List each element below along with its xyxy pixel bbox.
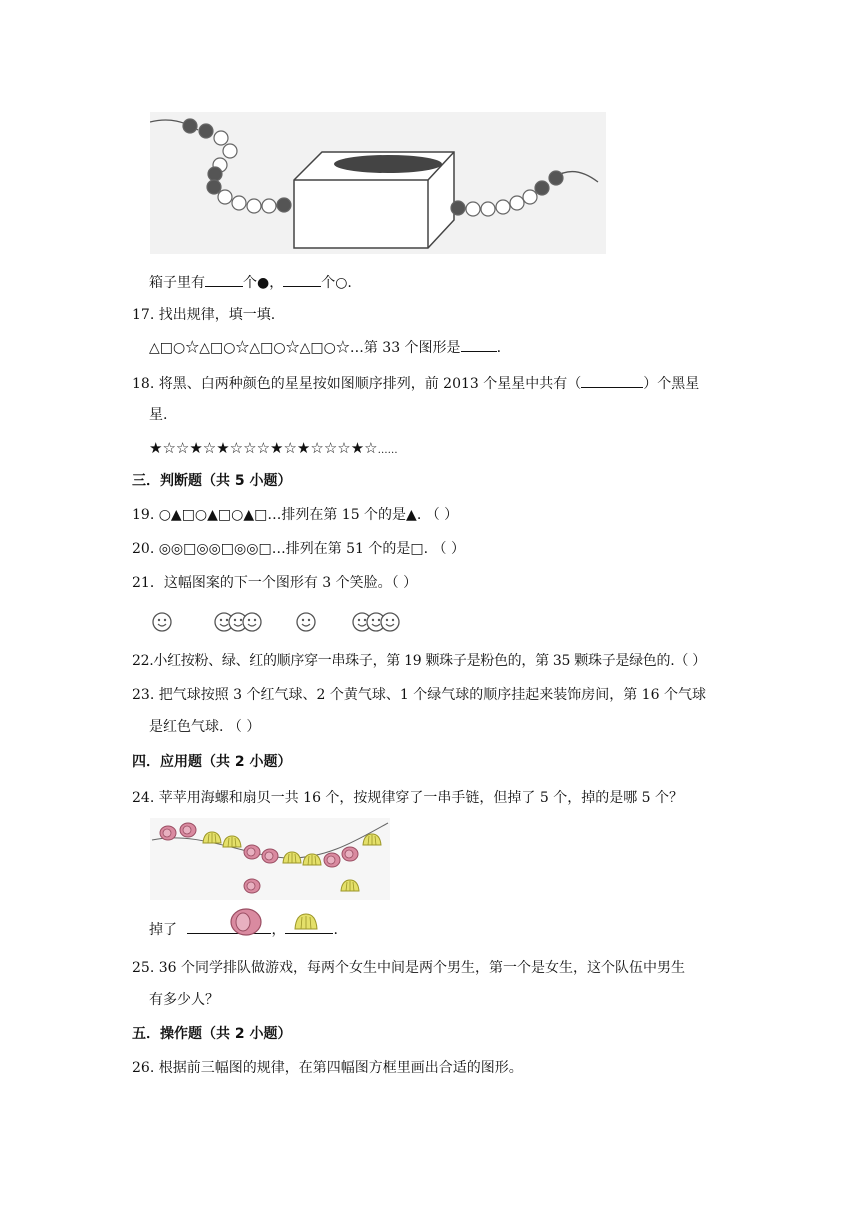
q16-text-a: 箱子里有 [149, 275, 205, 291]
scallop-icon [283, 852, 301, 863]
conch-icon [342, 847, 358, 861]
q25-line1: 25. 36 个同学排队做游戏，每两个女生中间是两个男生，第一个是女生，这个队伍中男生 [132, 960, 685, 976]
q21-text: 21．这幅图案的下一个图形有 3 个笑脸。（ ） [132, 575, 418, 591]
q22-text: 22.小红按粉、绿、红的顺序穿一串珠子，第 19 颗珠子是粉色的，第 35 颗珠子是绿色的.（ ） [132, 653, 706, 669]
q16-blank-black[interactable] [205, 272, 243, 287]
scallop-icon [203, 832, 221, 843]
bead-box-figure [150, 112, 606, 254]
q24-answer-line [149, 919, 338, 940]
q20-text: 20. ◎◎□◎◎□◎◎□…排列在第 51 个的是□. （ ） [132, 541, 465, 557]
q25-line2: 有多少人？ [149, 992, 219, 1008]
q23-line1: 23. 把气球按照 3 个红气球、2 个黄气球、1 个绿气球的顺序挂起来装饰房间，第 16 个气球 [132, 687, 706, 703]
q18-stem-a: 18. 将黑、白两种颜色的星星按如图顺序排列，前 2013 个星星中共有（ [132, 376, 582, 392]
q23-line2: 是红色气球. （ ） [149, 719, 261, 735]
conch-icon [180, 823, 196, 837]
section5-title: 五．操作题（共 2 小题） [132, 1026, 292, 1042]
smiley-icon [353, 613, 399, 631]
conch-icon [324, 853, 340, 867]
smiley-pattern-figure [150, 606, 400, 638]
q16-blank-white[interactable] [283, 272, 321, 287]
q16-answer-line [149, 272, 352, 293]
conch-icon [229, 907, 263, 937]
q16-text-c: 个○. [321, 275, 352, 291]
q24-blank-1[interactable] [187, 919, 271, 934]
q17-stem: 17. 找出规律，填一填. [132, 307, 276, 323]
smiley-icon [215, 613, 261, 631]
q24-answer-c: . [333, 922, 338, 938]
smiley-icon [297, 613, 315, 631]
q17-tail: . [496, 340, 502, 356]
q18-line1 [132, 373, 699, 394]
q26-text: 26. 根据前三幅图的规律，在第四幅图方框里画出合适的图形。 [132, 1060, 523, 1076]
q17-blank[interactable] [461, 337, 497, 352]
q19-text: 19. ○▲□○▲□○▲□…排列在第 15 个的是▲. （ ） [132, 507, 459, 523]
shell-bracelet-figure [150, 818, 390, 900]
scallop-icon [303, 854, 321, 865]
conch-icon [160, 826, 176, 840]
q17-sequence: △□○☆△□○☆△□○☆△□○☆…第 33 个图形是 [149, 340, 461, 356]
q24-answer-b: ， [271, 922, 286, 938]
q18-stars: ★☆☆★☆★☆☆☆★☆★☆☆☆★☆ [149, 439, 378, 457]
section4-title: 四．应用题（共 2 小题） [132, 754, 292, 770]
scallop-icon [293, 911, 319, 933]
q24-blank-2[interactable] [285, 919, 333, 934]
section3-title: 三．判断题（共 5 小题） [132, 473, 292, 489]
smiley-icon [153, 613, 171, 631]
scallop-icon [341, 880, 359, 891]
q24-text: 24. 苹苹用海螺和扇贝一共 16 个，按规律穿了一串手链，但掉了 5 个，掉的是哪 5 个？ [132, 790, 684, 806]
q18-line2: 星. [149, 407, 168, 423]
q18-star-row [149, 438, 398, 461]
q16-text-b: 个●， [243, 275, 284, 291]
ellipsis-icon: …… [377, 445, 398, 456]
conch-icon [244, 845, 260, 859]
q17-sequence-line [149, 337, 501, 358]
q24-answer-a: 掉了 [149, 922, 177, 938]
conch-icon [244, 879, 260, 893]
q18-stem-b: ）个黑星 [643, 376, 700, 392]
q18-blank[interactable] [581, 373, 643, 388]
conch-icon [262, 849, 278, 863]
scallop-icon [223, 836, 241, 847]
